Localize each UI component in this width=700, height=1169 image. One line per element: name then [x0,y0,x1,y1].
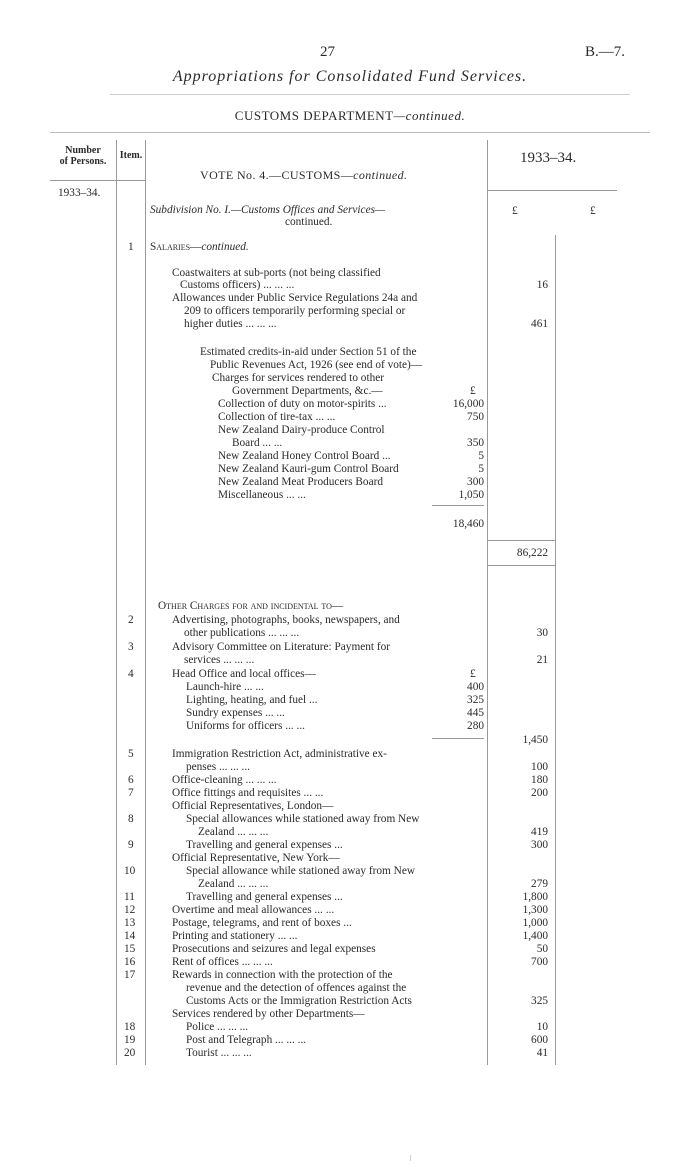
charge-line: Office fittings and requisites ... ... [172,787,324,799]
item-number: 18 [124,1021,136,1033]
salary-line: Customs officers) ... ... ... [180,279,295,291]
year-header-rule [487,190,617,191]
salary-amount: 16 [536,279,548,291]
vote-heading [200,168,407,183]
credits-intro: Public Revenues Act, 1926 (see end of vote)— [210,359,423,371]
department-suffix: —continued. [393,108,466,123]
item-number: 9 [128,839,134,851]
credit-item: Miscellaneous ... ... [218,489,306,501]
footer-mark [410,1155,411,1161]
credits-total: 18,460 [452,518,484,530]
salaries-heading-text: Salaries— [150,241,202,253]
charge-line: Services rendered by other Departments— [172,1008,365,1020]
item-number: 19 [124,1034,136,1046]
item-number: 13 [124,917,136,929]
item-number: 4 [128,668,134,680]
charge-line: Immigration Restriction Act, administrative ex- [172,748,387,760]
charge-line: Office-cleaning ... ... ... [172,774,277,786]
charge-line: Travelling and general expenses ... [186,891,343,903]
amount-column-left-rule [487,140,488,1065]
head-office-amount: 445 [467,707,484,719]
charge-line: Special allowance while stationed away from New [186,865,415,877]
item-number: 12 [124,904,136,916]
charge-line: Zealand ... ... ... [198,878,269,890]
salaries-total: 86,222 [516,547,548,559]
salaries-total-rule-bottom [488,565,555,566]
salary-line: 209 to officers temporarily performing special or [184,305,406,317]
credit-item: New Zealand Kauri-gum Control Board [218,463,399,475]
item-number: 7 [128,787,134,799]
charge-line: Zealand ... ... ... [198,826,269,838]
subdivision-continued: continued. [285,216,333,228]
salary-line: Coastwaiters at sub-ports (not being classified [172,267,381,279]
charge-amount: 200 [531,787,548,799]
charge-line: Travelling and general expenses ... [186,839,343,851]
head-office-amount: 325 [467,694,484,706]
charge-line: Official Representatives, London— [172,800,334,812]
charge-amount: 419 [531,826,548,838]
head-office-amount: 400 [467,681,484,693]
credit-item: New Zealand Dairy-produce Control [218,424,385,436]
charge-amount: 1,400 [522,930,548,942]
department-heading [0,108,700,124]
item-header: Item. [119,150,143,161]
item-number: 20 [124,1047,136,1059]
item-number: 6 [128,774,134,786]
item-number: 5 [128,748,134,760]
page-title: Appropriations for Consolidated Fund Services. [172,68,528,85]
credit-amount: 350 [467,437,484,449]
charge-amount: 325 [531,995,548,1007]
amount-column-mid-rule [555,235,556,1065]
item-column-right-rule [145,140,146,1065]
charge-line: other publications ... ... ... [184,627,300,639]
item-number: 8 [128,813,134,825]
other-charges-heading: Other Charges for and incidental to— [158,600,344,612]
item-number: 11 [124,891,135,903]
title-rule [110,94,630,95]
charge-line: Head Office and local offices— [172,668,316,680]
head-office-amount: 280 [467,720,484,732]
credit-item: New Zealand Meat Producers Board [218,476,384,488]
pound-sign-1: £ [512,205,518,217]
charge-amount: 1,800 [522,891,548,903]
number-of-persons-header: Number of Persons. [59,145,107,167]
item-column-left-rule [116,140,117,1065]
charge-line: Overtime and meal allowances ... ... [172,904,335,916]
credits-intro: Estimated credits-in-aid under Section 51 of the [200,346,417,358]
item-number: 14 [124,930,136,942]
salaries-total-rule [488,540,555,541]
vote-label: VOTE No. 4.—CUSTOMS— [200,168,354,182]
item-number: 1 [128,241,134,253]
charge-amount: 100 [531,761,548,773]
charge-line: revenue and the detection of offences against the [186,982,407,994]
charge-amount: 30 [536,627,548,639]
department-name: CUSTOMS DEPARTMENT [234,108,394,123]
charge-line: Special allowances while stationed away from New [186,813,420,825]
charge-line: Customs Acts or the Immigration Restriction Acts [186,995,412,1007]
subdivision-title: Subdivision No. I.—Customs Offices and Services— [150,204,386,216]
charge-line: Printing and stationery ... ... [172,930,298,942]
credits-charges: Government Departments, &c.— [232,385,383,397]
credit-amount: 750 [467,411,484,423]
credit-amount: 300 [467,476,484,488]
year-header: 1933–34. [520,150,577,166]
charge-amount: 10 [536,1021,548,1033]
credits-charges: Charges for services rendered to other [212,372,385,384]
credit-item: Board ... ... [232,437,283,449]
head-office-total: 1,450 [522,734,548,746]
head-office-sum-rule [432,738,484,739]
salary-line: higher duties ... ... ... [184,318,277,330]
head-office-item: Uniforms for officers ... ... [186,720,306,732]
item-number: 16 [124,956,136,968]
item-number: 2 [128,614,134,626]
charge-line: services ... ... ... [184,654,255,666]
head-office-item: Launch-hire ... ... [186,681,264,693]
salaries-heading [150,241,249,254]
salary-amount: 461 [531,318,548,330]
credit-amount: 5 [478,450,484,462]
vote-suffix: continued. [353,168,408,182]
charge-amount: 300 [531,839,548,851]
charge-line: Rent of offices ... ... ... [172,956,273,968]
charge-amount: 600 [531,1034,548,1046]
charge-amount: 21 [536,654,548,666]
charge-line: Rewards in connection with the protection of the [172,969,393,981]
head-office-item: Sundry expenses ... ... [186,707,285,719]
credits-sum-rule [432,505,484,506]
table-top-rule [50,132,650,133]
credit-amount: 1,050 [458,489,484,501]
charge-amount: 180 [531,774,548,786]
item-number: 3 [128,641,134,653]
persons-header-rule [50,180,145,181]
credit-amount: 5 [478,463,484,475]
salary-line: Allowances under Public Service Regulations 24a and [172,292,418,304]
charge-line: Advertising, photographs, books, newspapers, and [172,614,400,626]
credit-item: Collection of tire-tax ... ... [218,411,336,423]
charge-amount: 279 [531,878,548,890]
charge-line: Advisory Committee on Literature: Payment for [172,641,391,653]
credit-item: Collection of duty on motor-spirits ... [218,398,387,410]
credits-pound-sign: £ [470,385,476,397]
charge-line: penses ... ... ... [186,761,251,773]
charge-line: Post and Telegraph ... ... ... [186,1034,307,1046]
charge-amount: 50 [536,943,548,955]
charge-line: Postage, telegrams, and rent of boxes ... [172,917,352,929]
page-code: B.—7. [585,44,626,60]
left-year: 1933–34. [58,187,101,199]
item-number: 10 [124,865,136,877]
charge-amount: 1,000 [522,917,548,929]
page-number: 27 [320,44,335,60]
pound-sign-2: £ [590,205,596,217]
charge-line: Tourist ... ... ... [186,1047,252,1059]
item-number: 17 [124,969,136,981]
head-office-pound-sign: £ [470,668,476,680]
head-office-item: Lighting, heating, and fuel ... [186,694,318,706]
salaries-heading-suffix: continued. [201,241,249,253]
charge-line: Official Representative, New York— [172,852,340,864]
item-number: 15 [124,943,136,955]
charge-amount: 41 [536,1047,548,1059]
credit-item: New Zealand Honey Control Board ... [218,450,391,462]
charge-amount: 700 [531,956,548,968]
charge-amount: 1,300 [522,904,548,916]
credit-amount: 16,000 [452,398,484,410]
charge-line: Police ... ... ... [186,1021,249,1033]
charge-line: Prosecutions and seizures and legal expenses [172,943,376,955]
